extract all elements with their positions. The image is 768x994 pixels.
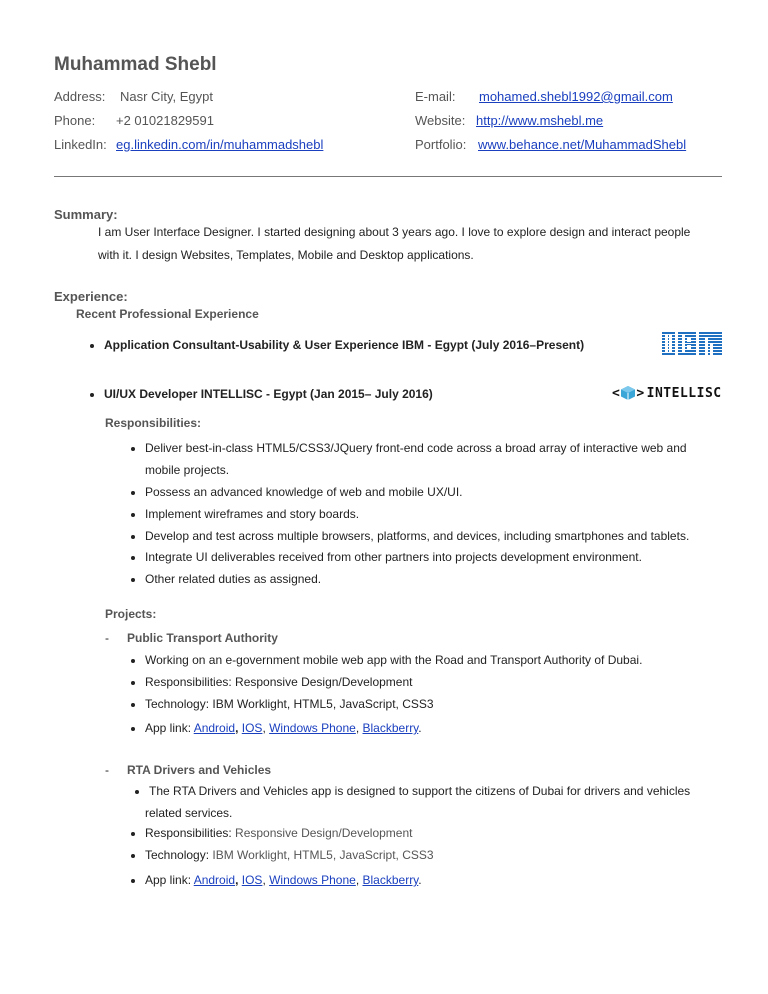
ios-link[interactable]: IOS: [241, 721, 263, 735]
email-label: E-mail:: [415, 89, 456, 104]
project-item: Working on an e-government mobile web app with the Road and Transport Authority of Dubai.: [145, 653, 643, 667]
blackberry-link[interactable]: Blackberry: [362, 721, 419, 735]
project-item: [145, 826, 412, 840]
applink-label: App link:: [145, 873, 194, 887]
ios-link[interactable]: IOS: [241, 873, 263, 887]
intellisc-wordmark: INTELLISC: [646, 385, 722, 401]
job-ibm: Application Consultant-Usability & User Experience IBM - Egypt (July 2016–Present): [104, 338, 585, 352]
job-intellisc: UI/UX Developer INTELLISC - Egypt (Jan 2015– July 2016): [104, 387, 433, 401]
project-item: The RTA Drivers and Vehicles app is designed to support the citizens of Dubai for drivers and vehicles: [149, 784, 691, 798]
project-title-pta: Public Transport Authority: [127, 631, 278, 645]
summary-heading: Summary:: [54, 207, 118, 222]
intellisc-cube-icon: [620, 385, 636, 401]
linkedin-label: LinkedIn:: [54, 137, 107, 152]
summary-line-1: I am User Interface Designer. I started designing about 3 years ago. I love to explore design and interact people: [98, 225, 691, 239]
windows-phone-link[interactable]: Windows Phone: [269, 873, 356, 887]
project-item-continuation: related services.: [145, 806, 233, 820]
technology-label: Technology:: [145, 848, 213, 862]
responsibilities-heading: Responsibilities:: [105, 416, 202, 430]
portfolio-link[interactable]: www.behance.net/MuhammadShebl: [478, 137, 687, 152]
experience-heading: Experience:: [54, 289, 128, 304]
technology-value: IBM Worklight, HTML5, JavaScript, CSS3: [212, 848, 434, 862]
ibm-logo: [662, 332, 722, 355]
responsibility-item: Develop and test across multiple browsers, platforms, and devices, including smartphones and tablets.: [145, 529, 690, 543]
responsibility-item: Other related duties as assigned.: [145, 572, 322, 586]
header-divider: [54, 176, 722, 177]
address-value: Nasr City, Egypt: [120, 89, 213, 104]
experience-subheading: Recent Professional Experience: [76, 307, 259, 321]
responsibility-item: Implement wireframes and story boards.: [145, 507, 360, 521]
responsibilities-label: Responsibilities:: [145, 826, 236, 840]
project-item: [145, 848, 434, 862]
project-item: Responsibilities: Responsive Design/Development: [145, 675, 413, 689]
project-item: Technology: IBM Worklight, HTML5, JavaScript, CSS3: [145, 697, 434, 711]
responsibility-item: Possess an advanced knowledge of web and mobile UX/UI.: [145, 485, 463, 499]
responsibilities-value: Responsive Design/Development: [235, 826, 413, 840]
project-applinks: App link: Android, IOS, Windows Phone, Blackberry.: [145, 873, 422, 887]
email-link[interactable]: mohamed.shebl1992@gmail.com: [479, 89, 673, 104]
projects-heading: Projects:: [105, 607, 157, 621]
website-label: Website:: [415, 113, 466, 128]
android-link[interactable]: Android: [193, 721, 236, 735]
summary-line-2: with it. I design Websites, Templates, Mobile and Desktop applications.: [98, 248, 474, 262]
blackberry-link[interactable]: Blackberry: [362, 873, 419, 887]
project-dash: -: [105, 763, 109, 777]
responsibility-item: Integrate UI deliverables received from other partners into projects development environment.: [145, 550, 642, 564]
project-title-rta: RTA Drivers and Vehicles: [127, 763, 272, 777]
linkedin-link[interactable]: eg.linkedin.com/in/muhammadshebl: [116, 137, 324, 152]
resume-name: Muhammad Shebl: [54, 54, 217, 75]
address-label: Address:: [54, 89, 106, 104]
phone-value: +2 01021829591: [116, 113, 214, 128]
website-link[interactable]: http://www.mshebl.me: [476, 113, 604, 128]
portfolio-label: Portfolio:: [415, 137, 467, 152]
applink-label: App link:: [145, 721, 194, 735]
android-link[interactable]: Android: [193, 873, 236, 887]
responsibility-item-continuation: mobile projects.: [145, 463, 230, 477]
project-dash: -: [105, 631, 109, 645]
project-applinks: App link: Android, IOS, Windows Phone, Blackberry.: [145, 721, 422, 735]
responsibility-item: Deliver best-in-class HTML5/CSS3/JQuery front-end code across a broad array of interactive web and: [145, 441, 687, 455]
intellisc-logo: < > INTELLISC: [612, 385, 722, 401]
windows-phone-link[interactable]: Windows Phone: [269, 721, 356, 735]
phone-label: Phone:: [54, 113, 96, 128]
